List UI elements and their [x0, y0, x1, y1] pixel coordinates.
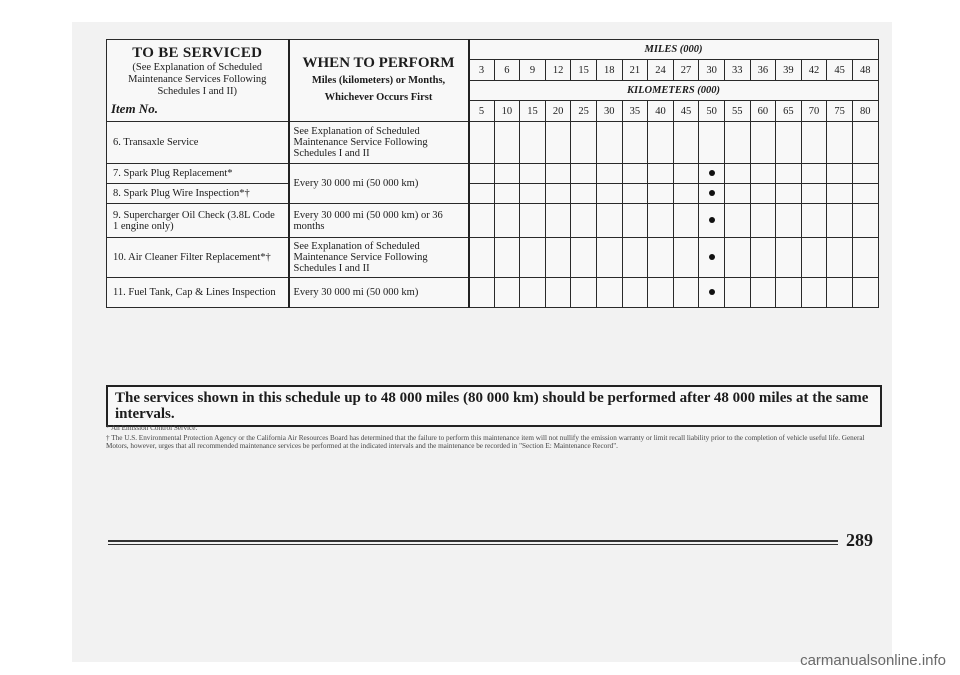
interval-cell [673, 164, 699, 184]
km-col-25: 25 [571, 101, 597, 122]
miles-col-48: 48 [852, 60, 878, 81]
interval-cell [852, 122, 878, 164]
interval-cell [699, 164, 725, 184]
miles-col-39: 39 [776, 60, 802, 81]
interval-cell [699, 238, 725, 278]
miles-col-21: 21 [622, 60, 648, 81]
service-item: 6. Transaxle Service [107, 122, 289, 164]
miles-col-33: 33 [724, 60, 750, 81]
interval-cell [545, 204, 571, 238]
interval-cell [801, 122, 827, 164]
interval-cell [801, 278, 827, 308]
footnote-emission: * An Emission Control Service. [106, 424, 198, 432]
interval-cell [699, 278, 725, 308]
interval-cell [596, 184, 622, 204]
miles-col-36: 36 [750, 60, 776, 81]
km-col-65: 65 [776, 101, 802, 122]
interval-cell [469, 238, 495, 278]
interval-cell [801, 184, 827, 204]
interval-cell [596, 122, 622, 164]
interval-cell [469, 122, 495, 164]
to-be-serviced-title: TO BE SERVICED [132, 44, 263, 61]
to-be-serviced-header [107, 40, 289, 122]
miles-col-24: 24 [648, 60, 674, 81]
interval-cell [648, 164, 674, 184]
km-col-5: 5 [469, 101, 495, 122]
interval-cell [596, 204, 622, 238]
footer-rule-thin [108, 544, 838, 545]
interval-cell [724, 184, 750, 204]
interval-cell [724, 238, 750, 278]
km-col-80: 80 [852, 101, 878, 122]
km-band: KILOMETERS (000) [469, 81, 879, 101]
interval-cell [596, 278, 622, 308]
service-interval: See Explanation of Scheduled Maintenance Service Following Schedules I and II [289, 238, 469, 278]
interval-cell [622, 184, 648, 204]
miles-band: MILES (000) [469, 40, 879, 60]
interval-cell [827, 164, 853, 184]
interval-cell [801, 204, 827, 238]
interval-cell [494, 122, 520, 164]
interval-cell [469, 278, 495, 308]
interval-cell [724, 164, 750, 184]
interval-cell [776, 204, 802, 238]
interval-cell [469, 164, 495, 184]
interval-cell [622, 238, 648, 278]
service-interval: Every 30 000 mi (50 000 km) or 36 months [289, 204, 469, 238]
when-to-perform-header [289, 40, 469, 122]
footer-rule [108, 540, 838, 542]
interval-cell [520, 122, 546, 164]
interval-cell [852, 278, 878, 308]
interval-cell [494, 164, 520, 184]
interval-cell [776, 184, 802, 204]
interval-cell [750, 184, 776, 204]
interval-cell [545, 278, 571, 308]
interval-cell [699, 204, 725, 238]
footnotes [106, 424, 878, 452]
km-col-30: 30 [596, 101, 622, 122]
service-interval: Every 30 000 mi (50 000 km) [289, 278, 469, 308]
interval-cell [571, 238, 597, 278]
interval-cell [827, 238, 853, 278]
interval-cell [750, 122, 776, 164]
item-no-label: Item No. [111, 100, 158, 116]
km-col-20: 20 [545, 101, 571, 122]
interval-cell [699, 122, 725, 164]
interval-cell [571, 164, 597, 184]
miles-col-9: 9 [520, 60, 546, 81]
miles-col-30: 30 [699, 60, 725, 81]
interval-cell [571, 204, 597, 238]
interval-cell [545, 122, 571, 164]
when-title: WHEN TO PERFORM [302, 55, 455, 71]
interval-cell [724, 204, 750, 238]
service-due-dot [709, 170, 715, 176]
maintenance-schedule-table [106, 39, 879, 308]
interval-cell [571, 278, 597, 308]
interval-cell [520, 278, 546, 308]
interval-cell [750, 278, 776, 308]
interval-cell [648, 238, 674, 278]
interval-cell [545, 184, 571, 204]
bottom-watermark: carmanualsonline.info [800, 652, 946, 669]
interval-cell [673, 204, 699, 238]
repeat-interval-banner: The services shown in this schedule up to 48 000 miles (80 000 km) should be performed after 48 000 miles at the same intervals. [106, 385, 882, 427]
miles-col-12: 12 [545, 60, 571, 81]
km-col-10: 10 [494, 101, 520, 122]
service-due-dot [709, 289, 715, 295]
interval-cell [622, 122, 648, 164]
interval-cell [801, 164, 827, 184]
km-col-50: 50 [699, 101, 725, 122]
km-col-35: 35 [622, 101, 648, 122]
interval-cell [545, 164, 571, 184]
interval-cell [520, 164, 546, 184]
miles-col-42: 42 [801, 60, 827, 81]
interval-cell [520, 238, 546, 278]
interval-cell [673, 238, 699, 278]
service-interval: Every 30 000 mi (50 000 km) [289, 164, 469, 204]
schedule-row [107, 278, 879, 308]
miles-col-6: 6 [494, 60, 520, 81]
schedule-row [107, 122, 879, 164]
interval-cell [750, 204, 776, 238]
interval-cell [622, 164, 648, 184]
interval-cell [724, 278, 750, 308]
miles-col-27: 27 [673, 60, 699, 81]
interval-cell [827, 184, 853, 204]
interval-cell [648, 184, 674, 204]
miles-col-15: 15 [571, 60, 597, 81]
interval-cell [673, 184, 699, 204]
interval-cell [750, 238, 776, 278]
interval-cell [494, 238, 520, 278]
interval-cell [622, 204, 648, 238]
interval-cell [852, 164, 878, 184]
to-be-serviced-subtitle: (See Explanation of Scheduled Maintenance Services Following Schedules I and II) [128, 61, 267, 97]
interval-cell [520, 184, 546, 204]
interval-cell [520, 204, 546, 238]
interval-cell [673, 278, 699, 308]
service-due-dot [709, 190, 715, 196]
interval-cell [827, 122, 853, 164]
km-col-15: 15 [520, 101, 546, 122]
interval-cell [827, 204, 853, 238]
interval-cell [469, 204, 495, 238]
service-interval: See Explanation of Scheduled Maintenance Service Following Schedules I and II [289, 122, 469, 164]
service-item: 8. Spark Plug Wire Inspection*† [107, 184, 289, 204]
interval-cell [801, 238, 827, 278]
page-number: 289 [846, 530, 873, 550]
miles-col-3: 3 [469, 60, 495, 81]
miles-col-18: 18 [596, 60, 622, 81]
interval-cell [776, 238, 802, 278]
schedule-row [107, 164, 879, 184]
interval-cell [469, 184, 495, 204]
interval-cell [596, 238, 622, 278]
km-col-75: 75 [827, 101, 853, 122]
interval-cell [648, 122, 674, 164]
schedule-row [107, 238, 879, 278]
schedule-row [107, 204, 879, 238]
service-item: 10. Air Cleaner Filter Replacement*† [107, 238, 289, 278]
service-item: 7. Spark Plug Replacement* [107, 164, 289, 184]
schedule-row [107, 184, 879, 204]
interval-cell [699, 184, 725, 204]
service-item: 9. Supercharger Oil Check (3.8L Code 1 engine only) [107, 204, 289, 238]
interval-cell [852, 184, 878, 204]
service-due-dot [709, 254, 715, 260]
interval-cell [776, 164, 802, 184]
miles-col-45: 45 [827, 60, 853, 81]
interval-cell [622, 278, 648, 308]
interval-cell [545, 238, 571, 278]
service-due-dot [709, 217, 715, 223]
interval-cell [673, 122, 699, 164]
interval-cell [852, 204, 878, 238]
km-col-55: 55 [724, 101, 750, 122]
interval-cell [776, 122, 802, 164]
interval-cell [571, 122, 597, 164]
interval-cell [596, 164, 622, 184]
interval-cell [494, 278, 520, 308]
footnote-epa: † The U.S. Environmental Protection Agency or the California Air Resources Board has determined that the failure to perform this maintenance item will not nullify the emission warranty or limit recall liability prior to the completion of vehicle useful life. General Motors, however, urges that all recommended maintenance services be performed at the indicated intervals and the maintenance be recorded in "Section E: Maintenance Record". [106, 433, 865, 451]
interval-cell [724, 122, 750, 164]
interval-cell [494, 184, 520, 204]
interval-cell [852, 238, 878, 278]
interval-cell [571, 184, 597, 204]
service-item: 11. Fuel Tank, Cap & Lines Inspection [107, 278, 289, 308]
interval-cell [494, 204, 520, 238]
km-col-40: 40 [648, 101, 674, 122]
km-col-45: 45 [673, 101, 699, 122]
interval-cell [827, 278, 853, 308]
km-col-70: 70 [801, 101, 827, 122]
interval-cell [648, 278, 674, 308]
interval-cell [750, 164, 776, 184]
when-subtitle: Miles (kilometers) or Months, Whichever Occurs First [311, 75, 446, 103]
interval-cell [648, 204, 674, 238]
interval-cell [776, 278, 802, 308]
km-col-60: 60 [750, 101, 776, 122]
